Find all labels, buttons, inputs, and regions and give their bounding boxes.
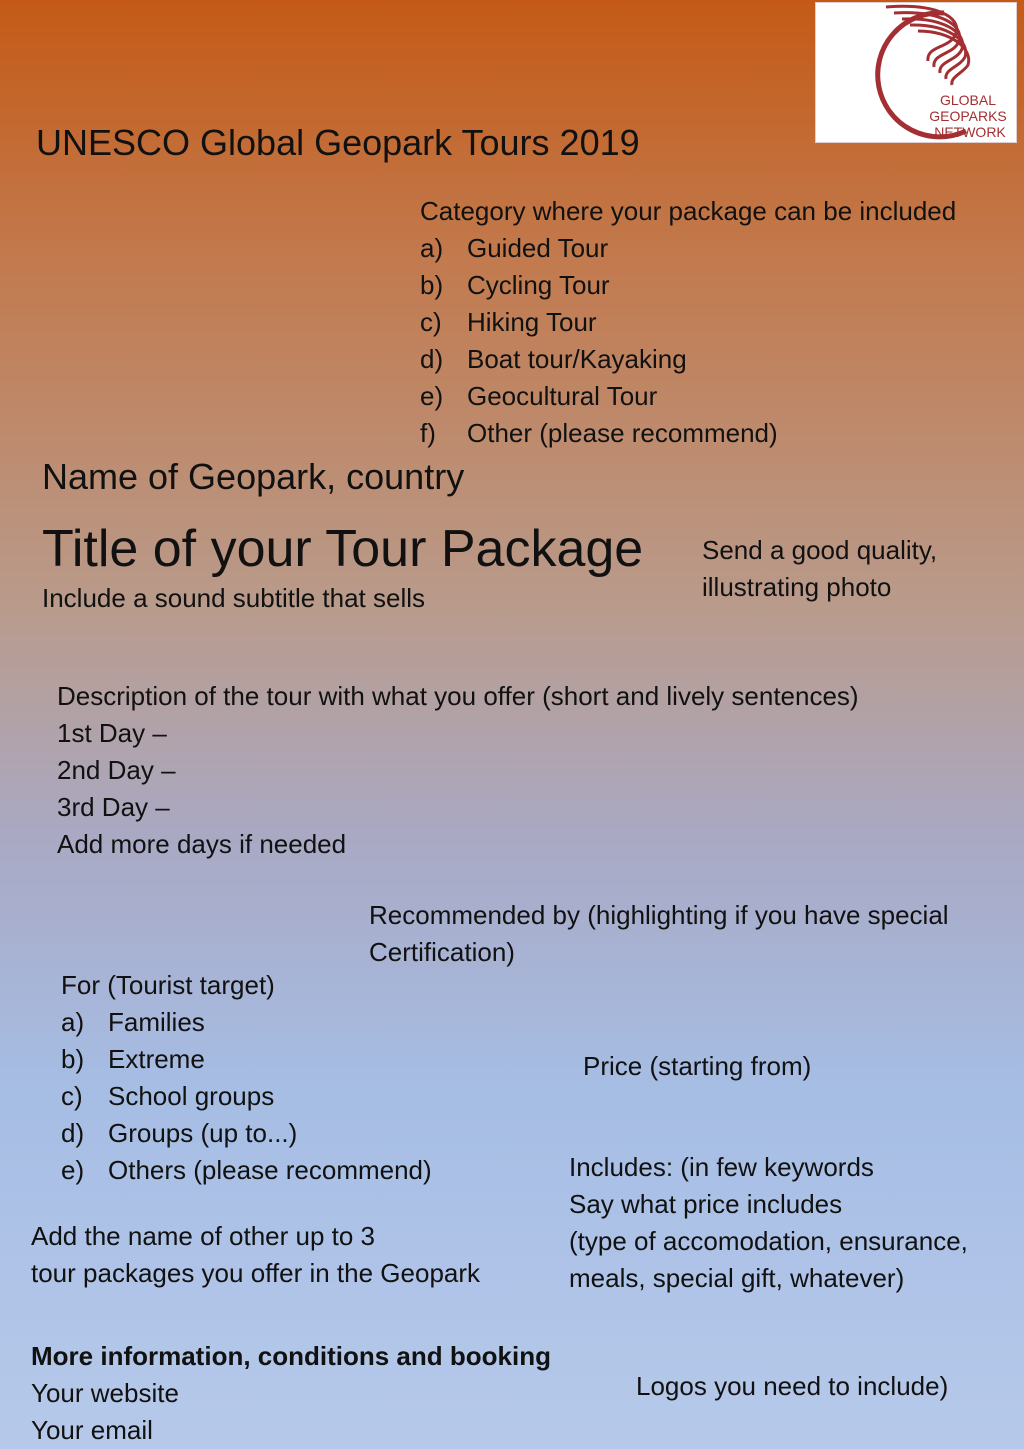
includes-line: meals, special gift, whatever) (569, 1263, 905, 1293)
category-item (420, 415, 1020, 452)
category-label: Boat tour/Kayaking (467, 344, 687, 374)
photo-note-line: Send a good quality, (702, 535, 938, 565)
other-packages-note (31, 1218, 551, 1292)
photo-note (702, 532, 1002, 606)
target-item (61, 1115, 501, 1152)
category-item (420, 304, 1020, 341)
category-item (420, 378, 1020, 415)
includes-line: Say what price includes (569, 1189, 843, 1219)
global-geoparks-network-logo (815, 2, 1017, 143)
tourist-target-section (61, 967, 501, 1189)
day-line: 2nd Day – (57, 755, 176, 785)
page-title: UNESCO Global Geopark Tours 2019 (36, 122, 640, 163)
category-list (420, 230, 1020, 452)
category-label: Cycling Tour (467, 270, 610, 300)
target-item (61, 1041, 501, 1078)
list-marker: e) (61, 1155, 85, 1185)
logo-line-geoparks: GEOPARKS (929, 108, 1007, 124)
day-line: 3rd Day – (57, 792, 170, 822)
includes-line: Includes: (in few keywords (569, 1152, 874, 1182)
category-item (420, 230, 1020, 267)
target-list (61, 1004, 501, 1189)
booking-info-heading: More information, conditions and booking (31, 1341, 551, 1371)
includes-section (569, 1149, 1019, 1297)
tour-subtitle: Include a sound subtitle that sells (42, 583, 426, 613)
booking-info-section (31, 1338, 611, 1449)
add-more-days-note: Add more days if needed (57, 829, 347, 859)
logo-line-global: GLOBAL (939, 92, 997, 108)
list-marker: c) (420, 307, 442, 337)
photo-note-line: illustrating photo (702, 572, 892, 602)
target-label: Extreme (108, 1044, 205, 1074)
category-section (420, 193, 1020, 452)
includes-line: (type of accomodation, ensurance, (569, 1226, 968, 1256)
category-heading: Category where your package can be included (420, 196, 957, 226)
list-marker: b) (61, 1044, 85, 1074)
list-marker: c) (61, 1081, 83, 1111)
category-item (420, 341, 1020, 378)
category-label: Other (please recommend) (467, 418, 778, 448)
target-item (61, 1078, 501, 1115)
email-line: Your email (31, 1415, 153, 1445)
target-item (61, 1152, 501, 1189)
target-label: School groups (108, 1081, 275, 1111)
other-packages-line: Add the name of other up to 3 (31, 1221, 376, 1251)
logo-line-network: NETWORK (934, 124, 1006, 140)
category-label: Geocultural Tour (467, 381, 658, 411)
recommended-line: Recommended by (highlighting if you have special (369, 900, 949, 930)
list-marker: e) (420, 381, 444, 411)
description-section (57, 678, 997, 863)
day-line: 1st Day – (57, 718, 167, 748)
tour-title: Title of your Tour Package (42, 520, 644, 578)
geopark-name: Name of Geopark, country (42, 456, 465, 497)
other-packages-line: tour packages you offer in the Geopark (31, 1258, 481, 1288)
target-label: Families (108, 1007, 205, 1037)
recommended-by (369, 897, 1009, 971)
list-marker: a) (420, 233, 444, 263)
target-label: Others (please recommend) (108, 1155, 432, 1185)
list-marker: f) (420, 418, 436, 448)
target-heading: For (Tourist target) (61, 970, 275, 1000)
target-label: Groups (up to...) (108, 1118, 298, 1148)
list-marker: d) (61, 1118, 85, 1148)
list-marker: a) (61, 1007, 85, 1037)
website-line: Your website (31, 1378, 179, 1408)
list-marker: d) (420, 344, 444, 374)
category-item (420, 267, 1020, 304)
category-label: Guided Tour (467, 233, 609, 263)
description-heading: Description of the tour with what you offer (short and lively sentences) (57, 681, 859, 711)
recommended-line: Certification) (369, 937, 515, 967)
category-label: Hiking Tour (467, 307, 597, 337)
target-item (61, 1004, 501, 1041)
list-marker: b) (420, 270, 444, 300)
geoparks-emblem-icon (816, 3, 1016, 142)
logos-note: Logos you need to include) (636, 1371, 949, 1401)
price-label: Price (starting from) (583, 1051, 812, 1081)
